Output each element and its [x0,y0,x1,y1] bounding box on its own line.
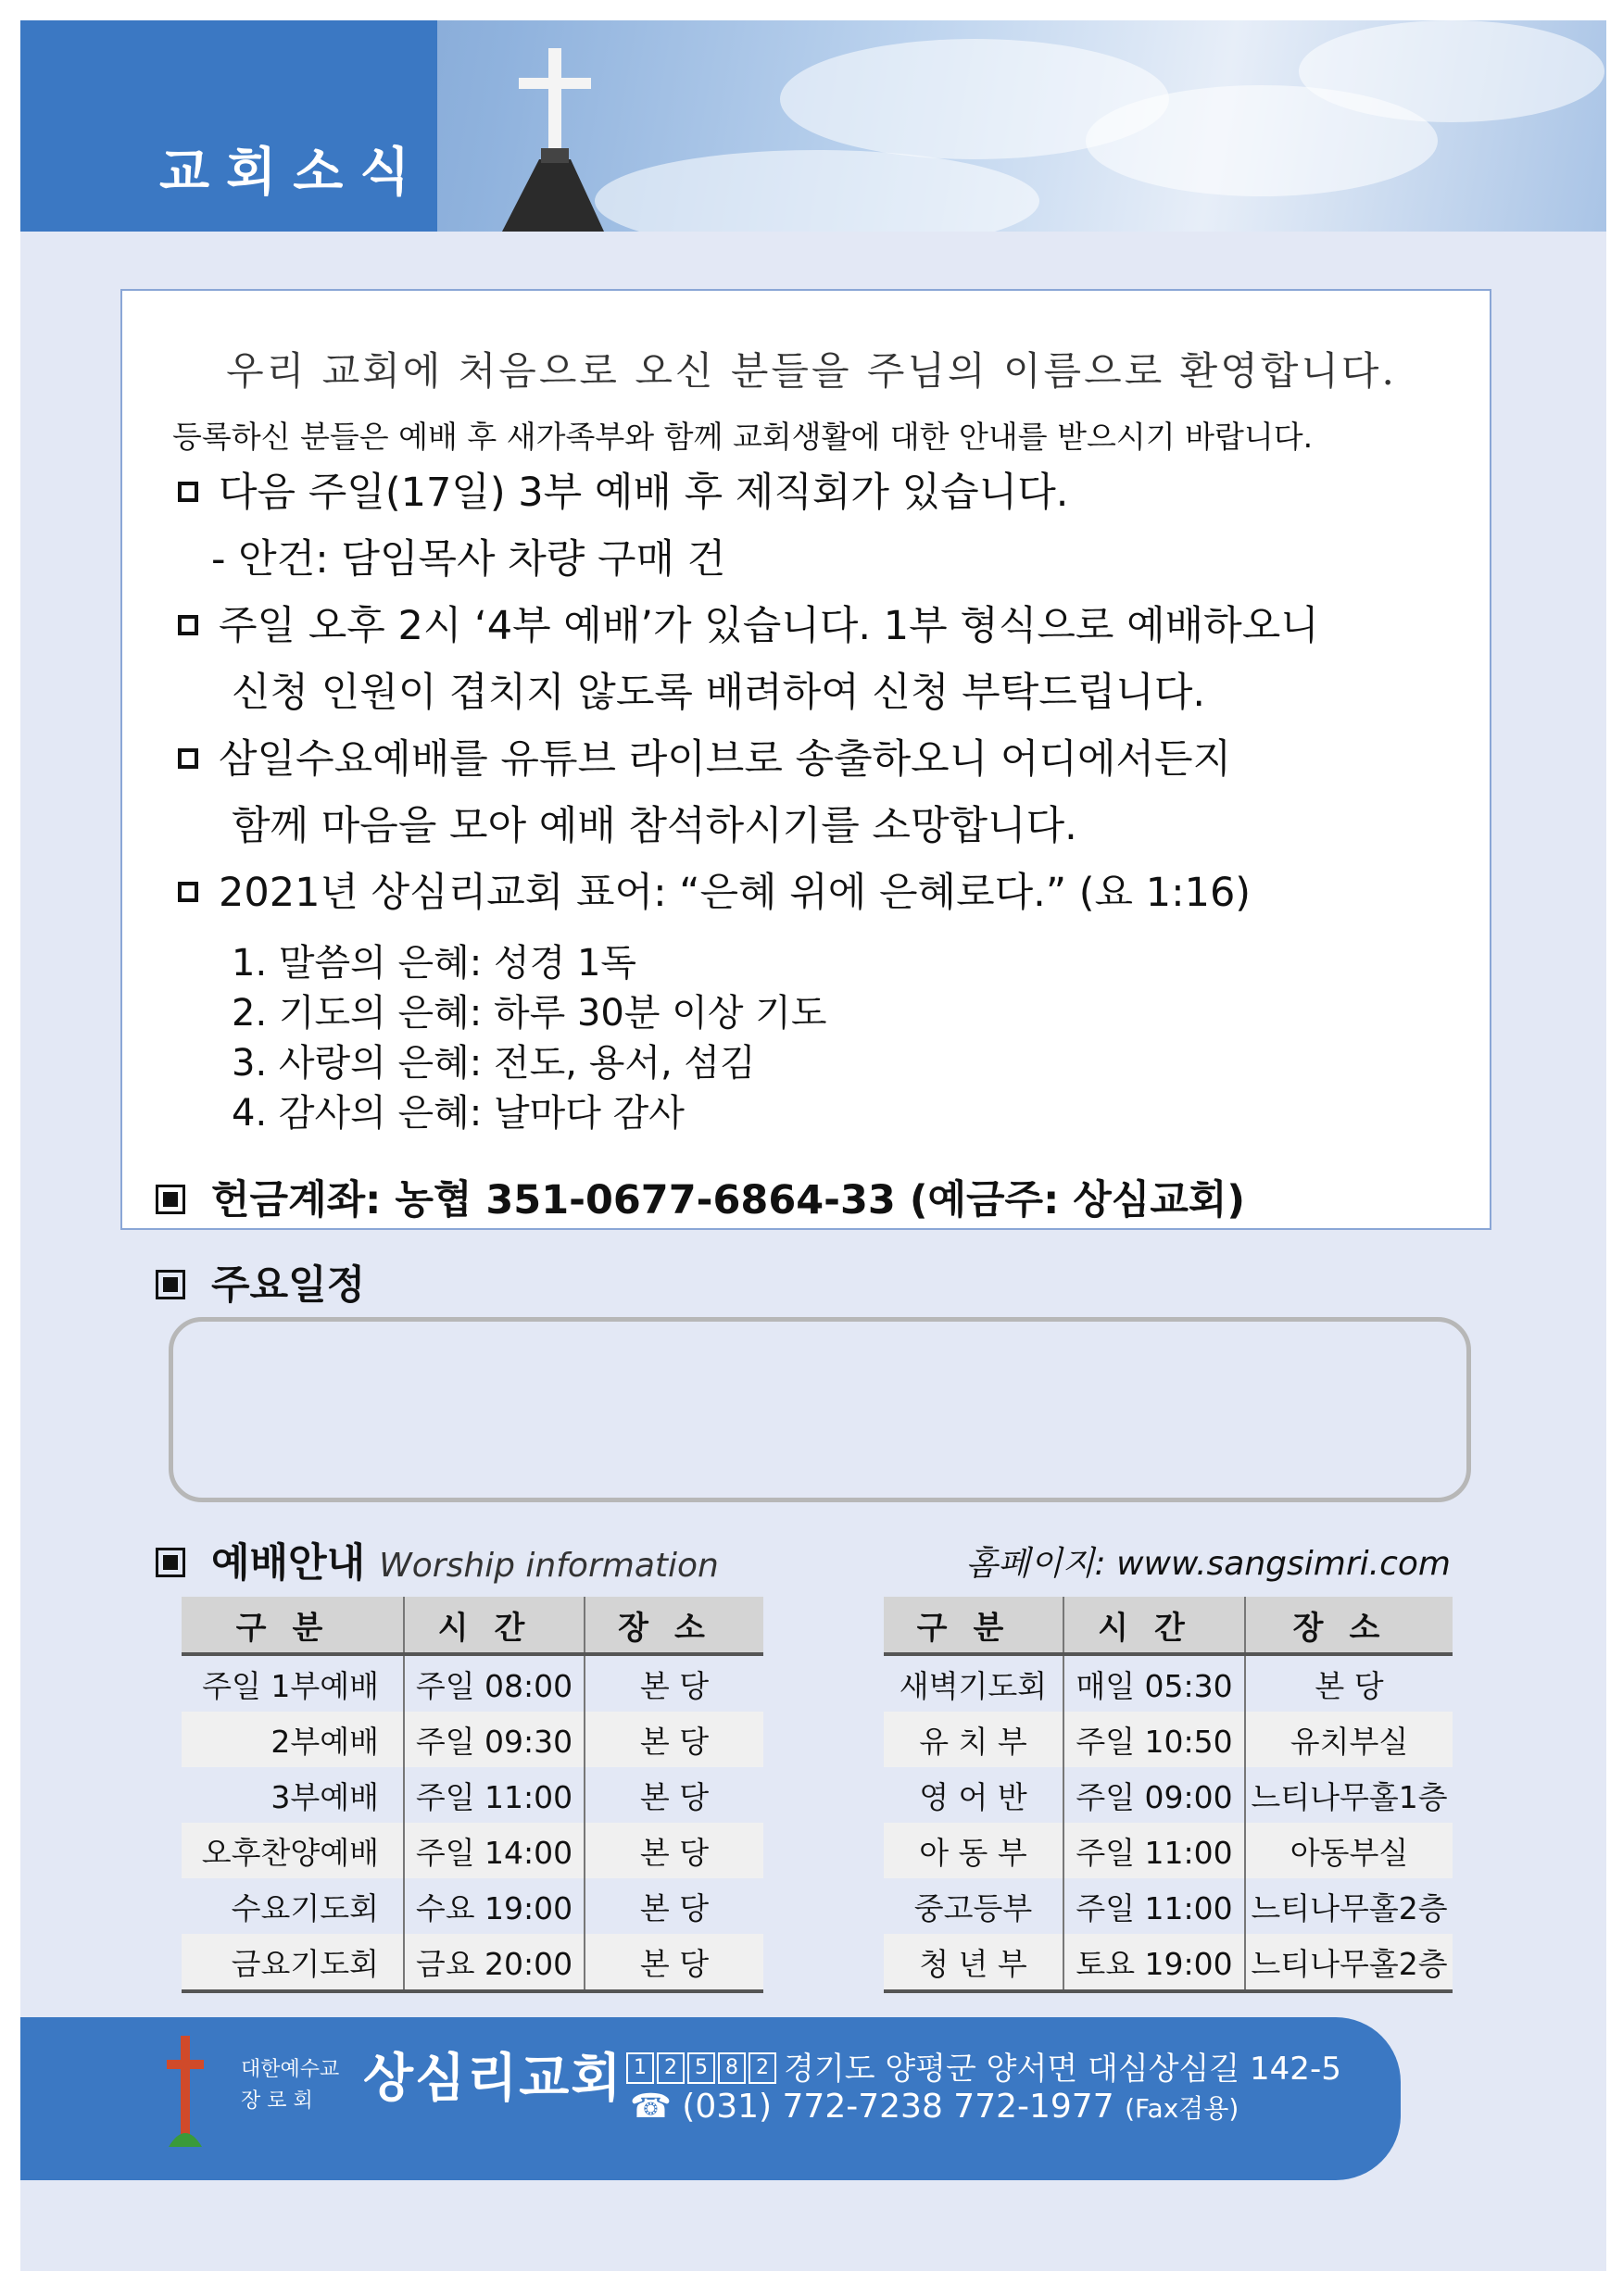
table-row: 아 동 부 주일 11:00 아동부실 [884,1823,1453,1878]
col-header-category: 구분 [182,1597,404,1654]
table-row: 오후찬양예배 주일 14:00 본 당 [182,1823,763,1878]
worship-table-left [182,1597,763,1993]
table-row: 새벽기도회 매일 05:30 본 당 [884,1654,1453,1712]
square-bullet-icon [156,1548,185,1577]
motto-list-item: 2. 기도의 은혜: 하루 30분 이상 기도 [232,992,827,1035]
col-header-time: 시간 [1063,1597,1245,1654]
motto-list-item: 4. 감사의 은혜: 날마다 감사 [232,1092,685,1135]
table-row: 3부예배 주일 11:00 본 당 [182,1767,763,1823]
motto-list-item: 3. 사랑의 은혜: 전도, 용서, 섬김 [232,1042,756,1085]
worship-subtitle: Worship information [379,1547,719,1585]
welcome-message: 우리 교회에 처음으로 오신 분들을 주님의 이름으로 환영합니다. [226,348,1397,394]
table-row: 중고등부 주일 11:00 느티나무홀2층 [884,1878,1453,1934]
motto-list-item: 1. 말씀의 은혜: 성경 1독 [232,942,637,985]
church-name: 상심리교회 [363,2049,623,2109]
checkbox-bullet-icon [178,482,198,502]
schedule-box [169,1317,1471,1502]
square-bullet-icon [156,1270,185,1299]
table-row: 청 년 부 토요 19:00 느티나무홀2층 [884,1934,1453,1991]
col-header-place: 장소 [1245,1597,1453,1654]
schedule-heading: 주요일정 [156,1254,365,1311]
checkbox-bullet-icon [178,882,198,902]
checkbox-bullet-icon [178,615,198,635]
denomination-label: 대한예수교 장 로 회 [241,2058,340,2113]
homepage-link[interactable]: 홈페이지: www.sangsimri.com [965,1545,1451,1583]
notice-item-2-line2: 신청 인원이 겹치지 않도록 배려하여 신청 부탁드립니다. [232,670,1206,716]
table-row: 수요기도회 수요 19:00 본 당 [182,1878,763,1934]
col-header-time: 시간 [404,1597,585,1654]
worship-heading: 예배안내 Worship information [156,1532,719,1588]
registration-notice: 등록하신 분들은 예배 후 새가족부와 함께 교회생활에 대한 안내를 받으시기 바랍니다. [172,419,1314,455]
notice-item-3: 삼일수요예배를 유튜브 라이브로 송출하오니 어디에서든지 [178,728,1231,784]
offering-account: 헌금계좌: 농협 351-0677-6864-33 (예금주: 상심교회) [156,1169,1245,1225]
table-row: 영 어 반 주일 09:00 느티나무홀1층 [884,1767,1453,1823]
page-title: 교회소식 [159,143,427,203]
checkbox-bullet-icon [178,748,198,769]
phone-numbers: ☎ (031) 772-7238 772-1977 (Fax겸용) [630,2088,1239,2126]
notice-item-1: 다음 주일(17일) 3부 예배 후 제직회가 있습니다. [178,461,1068,518]
square-bullet-icon [156,1185,185,1214]
church-address: 경기도 양평군 양서면 대심상심길 142-5 [784,2051,1341,2088]
worship-table-right [884,1597,1453,1993]
notice-item-3-line2: 함께 마음을 모아 예배 참석하시기를 소망합니다. [232,803,1077,849]
table-row: 2부예배 주일 09:30 본 당 [182,1712,763,1767]
church-logo-cross-icon [167,2036,204,2147]
table-row: 주일 1부예배 주일 08:00 본 당 [182,1654,763,1712]
col-header-place: 장소 [585,1597,763,1654]
table-row: 금요기도회 금요 20:00 본 당 [182,1934,763,1991]
header-banner [20,20,1606,232]
table-row: 유 치 부 주일 10:50 유치부실 [884,1712,1453,1767]
col-header-category: 구분 [884,1597,1063,1654]
zip-code: 1 2 5 8 2 [626,2052,776,2084]
notice-item-2: 주일 오후 2시 ‘4부 예배’가 있습니다. 1부 형식으로 예배하오니 [178,595,1319,651]
notice-item-1-detail: - 안건: 담임목사 차량 구매 건 [211,536,726,583]
notice-item-4: 2021년 상심리교회 표어: “은혜 위에 은혜로다.” (요 1:16) [178,861,1251,918]
